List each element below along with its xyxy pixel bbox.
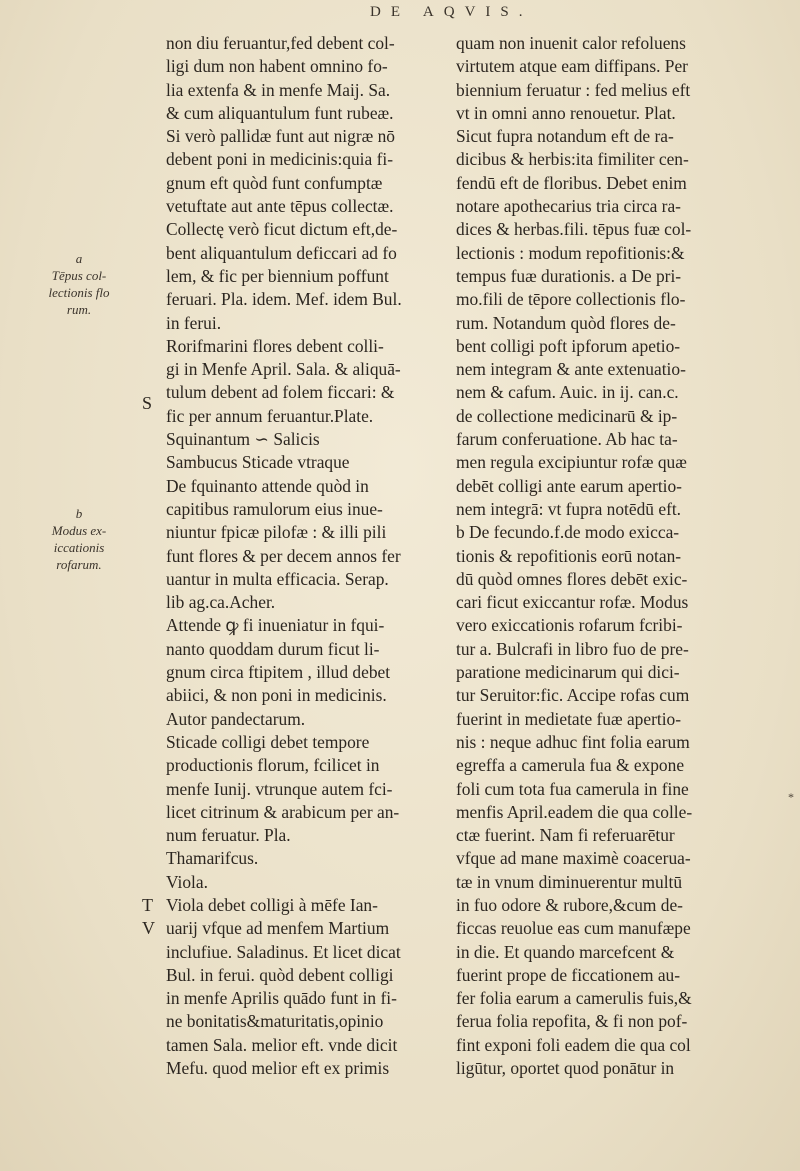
text-line: de collectione medicinarū & ip- — [456, 405, 678, 426]
text-line: fer folia earum a camerulis fuis,& — [456, 988, 692, 1009]
text-column-right — [456, 32, 692, 1080]
margin-note-line: Modus ex- — [51, 523, 107, 538]
text-line: gi in Menfe April. Sala. & aliquā- — [166, 359, 401, 380]
text-line: bent colligi poft ipforum apetio- — [456, 335, 681, 356]
text-line: Sambucus Sticade vtraque — [166, 452, 350, 473]
text-line: lia extenfa & in menfe Maij. Sa. — [166, 79, 391, 100]
text-line: Rorifmarini flores debent colli- — [166, 335, 384, 356]
text-line: licet citrinum & arabicum per an- — [166, 801, 400, 822]
text-line: ligūtur, oportet quod ponātur in — [456, 1058, 675, 1079]
text-line: tulum debent ad folem ficcari: & — [166, 382, 395, 403]
text-line: tur a. Bulcrafi in libro fuo de pre- — [456, 638, 689, 659]
text-line: lib ag.ca.Acher. — [166, 592, 276, 613]
text-line: num feruatur. Pla. — [166, 825, 291, 846]
text-line: De fquinanto attende quòd in — [166, 475, 369, 496]
text-line: debēt colligi ante earum apertio- — [456, 475, 682, 496]
text-line: nis : neque adhuc fint folia earum — [456, 731, 690, 752]
text-line: paratione medicinarum qui dici- — [456, 662, 680, 683]
text-line: dicibus & herbis:ita fimiliter cen- — [456, 149, 689, 170]
text-line: non diu feruantur,fed debent col- — [166, 33, 395, 53]
text-line: capitibus ramulorum eius inue- — [166, 498, 383, 519]
margin-note-line: a — [75, 251, 83, 266]
text-line: Bul. in ferui. quòd debent colligi — [166, 964, 394, 985]
text-line: & cum aliquantulum funt rubeæ. — [166, 102, 394, 123]
text-line: quam non inuenit calor refoluens — [456, 33, 686, 53]
text-line: fic per annum feruantur.Plate. — [166, 405, 374, 426]
text-line: gnum circa ftipitem , illud debet — [166, 662, 391, 683]
text-line: ligi dum non habent omnino fo- — [166, 56, 388, 77]
text-line: in menfe Aprilis quādo funt in fi- — [166, 988, 397, 1009]
text-line: vetuftate aut ante tēpus collectæ. — [166, 196, 394, 217]
text-line: egreffa a camerula fua & expone — [456, 755, 685, 776]
text-line: tur Seruitor:fic. Accipe rofas cum — [456, 685, 690, 706]
text-line: fuerint in medietate fuæ apertio- — [456, 708, 682, 729]
margin-letter-t: T — [142, 895, 153, 915]
margin-note-collection-time — [4, 250, 154, 318]
text-line: Collectę verò ficut dictum eft,de- — [166, 219, 398, 240]
text-line: abiici, & non poni in medicinis. — [166, 685, 387, 706]
margin-letter-s: S — [142, 393, 153, 413]
text-line: Sticade colligi debet tempore — [166, 731, 370, 752]
text-line: Autor pandectarum. — [166, 708, 306, 729]
text-line: notare apothecarius tria circa ra- — [456, 196, 681, 217]
text-line: rum. Notandum quòd flores de- — [456, 312, 676, 333]
text-line: uarij vfque ad menfem Martium — [166, 918, 390, 939]
margin-note-line: Tēpus col- — [51, 268, 107, 283]
text-line: tempus fuæ durationis. a De pri- — [456, 265, 682, 286]
text-line: productionis florum, fcilicet in — [166, 755, 380, 776]
text-line: Viola. — [166, 871, 208, 892]
text-line: ficcas reuolue eas cum manufæpe — [456, 918, 691, 939]
text-line: Viola debet colligi à mēfe Ian- — [166, 894, 378, 915]
text-line: menfis April.eadem die qua colle- — [456, 801, 693, 822]
margin-note-line: lectionis flo — [48, 285, 110, 300]
text-line: foli cum tota fua camerula in fine — [456, 778, 689, 799]
text-line: inclufiue. Saladinus. Et licet dicat — [166, 941, 401, 962]
text-line: bent aliquantulum deficcari ad fo — [166, 242, 397, 263]
margin-note-drying-method — [4, 505, 154, 573]
text-line: gnum eft quòd funt confumptæ — [166, 172, 383, 193]
text-line: in fuo odore & rubore,&cum de- — [456, 894, 683, 915]
text-line: tionis & repofitionis eorū notan- — [456, 545, 682, 566]
text-line: tæ in vnum diminuerentur multū — [456, 871, 683, 892]
text-line: niuntur fpicæ pilofæ : & illi pili — [166, 522, 387, 543]
running-head: DE AQVIS. — [370, 4, 533, 20]
text-line: vt in omni anno renouetur. Plat. — [456, 102, 676, 123]
text-line: Attende ꝙ fi inueniatur in fqui- — [166, 615, 385, 636]
text-line: Squinantum ∽ Salicis — [166, 429, 320, 450]
text-line: vfque ad mane maximè coacerua- — [456, 848, 691, 869]
text-line: funt flores & per decem annos fer — [166, 545, 401, 566]
text-line: Si verò pallidæ funt aut nigræ nō — [166, 126, 395, 147]
text-line: cari ficut exiccantur rofæ. Modus — [456, 592, 689, 613]
text-line: debent poni in medicinis:quia fi- — [166, 149, 393, 170]
text-line: virtutem atque eam diffipans. Per — [456, 56, 688, 77]
text-column-left — [166, 32, 402, 1080]
margin-letter-v: V — [142, 918, 155, 938]
text-line: menfe Iunij. vtrunque autem fci- — [166, 778, 393, 799]
text-line: ne bonitatis&maturitatis,opinio — [166, 1011, 384, 1032]
text-line: Sicut fupra notandum eft de ra- — [456, 126, 674, 147]
text-line: dices & herbas.fili. tēpus fuæ col- — [456, 219, 692, 240]
text-line: in ferui. — [166, 312, 222, 333]
text-line: Mefu. quod melior eft ex primis — [166, 1058, 390, 1079]
side-mark: * — [788, 790, 794, 804]
text-line: lem, & fic per biennium poffunt — [166, 265, 389, 286]
text-line: tamen Sala. melior eft. vnde dicit — [166, 1034, 398, 1055]
text-line: Thamarifcus. — [166, 848, 259, 869]
margin-note-line: rofarum. — [56, 557, 102, 572]
text-line: men regula excipiuntur rofæ quæ — [456, 452, 687, 473]
text-line: mo.fili de tēpore collectionis flo- — [456, 289, 686, 310]
text-line: uantur in multa efficacia. Serap. — [166, 568, 389, 589]
margin-note-line: rum. — [66, 302, 92, 317]
text-line: vero exiccationis rofarum fcribi- — [456, 615, 683, 636]
text-line: feruari. Pla. idem. Mef. idem Bul. — [166, 289, 402, 310]
text-line: fendū eft de floribus. Debet enim — [456, 172, 687, 193]
text-line: nem integrā: vt fupra notēdū eft. — [456, 498, 682, 519]
text-line: nem integram & ante extenuatio- — [456, 359, 686, 380]
text-line: in die. Et quando marcefcent & — [456, 941, 675, 962]
margin-note-line: b — [75, 506, 83, 521]
text-line: b De fecundo.f.de modo exicca- — [456, 522, 680, 543]
text-line: lectionis : modum repofitionis:& — [456, 242, 685, 263]
text-line: nem & cafum. Auic. in ij. can.c. — [456, 382, 679, 403]
text-line: ctæ fuerint. Nam fi referuarētur — [456, 825, 675, 846]
margin-note-line: iccationis — [53, 540, 105, 555]
text-line: biennium feruatur : fed melius eft — [456, 79, 691, 100]
text-line: nanto quoddam durum ficut li- — [166, 638, 380, 659]
text-line: fuerint prope de ficcationem au- — [456, 964, 681, 985]
text-line: fint exponi foli eadem die qua col — [456, 1034, 691, 1055]
text-line: ferua folia repofita, & fi non pof- — [456, 1011, 688, 1032]
text-line: farum conferuatione. Ab hac ta- — [456, 429, 678, 450]
text-line: dū quòd omnes flores debēt exic- — [456, 568, 688, 589]
